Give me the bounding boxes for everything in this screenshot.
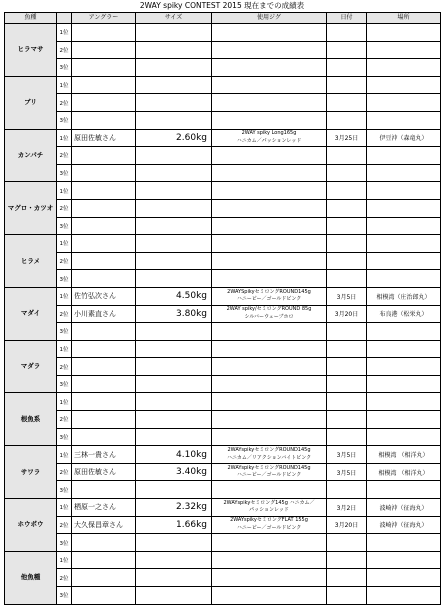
rank-cell: 2位 bbox=[57, 516, 72, 534]
angler-cell bbox=[72, 323, 136, 341]
angler-cell: 原田佐敏さん bbox=[72, 129, 136, 147]
rank-cell: 2位 bbox=[57, 358, 72, 376]
size-cell bbox=[136, 375, 212, 393]
jig-cell bbox=[212, 111, 327, 129]
header-species: 魚種 bbox=[5, 13, 57, 24]
jig-cell bbox=[212, 393, 327, 411]
angler-cell bbox=[72, 235, 136, 253]
results-table bbox=[4, 12, 441, 605]
rank-cell: 1位 bbox=[57, 24, 72, 42]
size-cell bbox=[136, 94, 212, 112]
table-row bbox=[5, 270, 441, 288]
size-cell bbox=[136, 551, 212, 569]
place-cell bbox=[367, 551, 441, 569]
size-cell bbox=[136, 164, 212, 182]
jig-cell bbox=[212, 59, 327, 77]
jig-line: 2WAYspikyセミロングROUND145g bbox=[227, 464, 311, 471]
species-cell: 他魚種 bbox=[5, 551, 57, 604]
rank-cell: 1位 bbox=[57, 182, 72, 200]
size-cell bbox=[136, 76, 212, 94]
angler-cell bbox=[72, 534, 136, 552]
jig-cell bbox=[212, 252, 327, 270]
place-cell bbox=[367, 182, 441, 200]
results-body bbox=[5, 24, 441, 605]
angler-cell: 三林一貴さん bbox=[72, 446, 136, 464]
place-cell bbox=[367, 111, 441, 129]
place-cell bbox=[367, 41, 441, 59]
rank-cell: 3位 bbox=[57, 534, 72, 552]
species-cell: ブリ bbox=[5, 76, 57, 129]
jig-cell bbox=[212, 428, 327, 446]
place-cell bbox=[367, 340, 441, 358]
jig-cell bbox=[212, 569, 327, 587]
rank-cell: 1位 bbox=[57, 551, 72, 569]
angler-cell: 大久保昌章さん bbox=[72, 516, 136, 534]
angler-cell bbox=[72, 111, 136, 129]
rank-cell: 2位 bbox=[57, 252, 72, 270]
place-cell: 相模湾 （相洋丸） bbox=[367, 463, 441, 481]
species-cell: カンパチ bbox=[5, 129, 57, 182]
jig-cell bbox=[212, 235, 327, 253]
size-cell: 4.50kg bbox=[136, 287, 212, 305]
jig-cell bbox=[212, 411, 327, 429]
rank-cell: 1位 bbox=[57, 235, 72, 253]
size-cell bbox=[136, 569, 212, 587]
place-cell bbox=[367, 59, 441, 77]
place-cell bbox=[367, 252, 441, 270]
species-cell: サワラ bbox=[5, 446, 57, 499]
size-cell bbox=[136, 393, 212, 411]
table-row bbox=[5, 199, 441, 217]
angler-cell bbox=[72, 252, 136, 270]
table-row bbox=[5, 129, 441, 147]
jig-cell bbox=[212, 305, 327, 323]
jig-line: ハニカム／リアクションバイトピンク bbox=[226, 454, 312, 461]
jig-cell bbox=[212, 481, 327, 499]
jig-cell bbox=[212, 76, 327, 94]
date-cell: 3月5日 bbox=[327, 287, 367, 305]
rank-cell: 3位 bbox=[57, 428, 72, 446]
jig-cell bbox=[212, 446, 327, 464]
jig-line: 2WAYspikyセミロングFLAT 155g bbox=[230, 517, 308, 524]
jig-cell bbox=[212, 287, 327, 305]
header-jig: 使用ジグ bbox=[212, 13, 327, 24]
jig-cell bbox=[212, 340, 327, 358]
jig-line: ハニカム／パッションレッド bbox=[236, 137, 302, 144]
jig-line: 2WAYSpikyセミロングROUND145g bbox=[227, 288, 311, 295]
table-row bbox=[5, 428, 441, 446]
place-cell: 波崎沖（征海丸） bbox=[367, 516, 441, 534]
size-cell bbox=[136, 358, 212, 376]
table-row bbox=[5, 323, 441, 341]
place-cell bbox=[367, 164, 441, 182]
rank-cell: 3位 bbox=[57, 111, 72, 129]
date-cell bbox=[327, 569, 367, 587]
rank-cell: 2位 bbox=[57, 411, 72, 429]
rank-cell: 3位 bbox=[57, 164, 72, 182]
place-cell bbox=[367, 323, 441, 341]
size-cell bbox=[136, 428, 212, 446]
angler-cell bbox=[72, 270, 136, 288]
table-row bbox=[5, 446, 441, 464]
date-cell bbox=[327, 481, 367, 499]
table-row bbox=[5, 587, 441, 605]
size-cell bbox=[136, 252, 212, 270]
date-cell bbox=[327, 199, 367, 217]
header-row bbox=[5, 13, 441, 24]
rank-cell: 2位 bbox=[57, 41, 72, 59]
place-cell bbox=[367, 587, 441, 605]
place-cell bbox=[367, 24, 441, 42]
date-cell bbox=[327, 24, 367, 42]
place-cell: 相模湾 （相洋丸） bbox=[367, 446, 441, 464]
table-row bbox=[5, 111, 441, 129]
table-row bbox=[5, 516, 441, 534]
date-cell bbox=[327, 270, 367, 288]
table-row bbox=[5, 411, 441, 429]
rank-cell: 2位 bbox=[57, 199, 72, 217]
header-rank bbox=[57, 13, 72, 24]
jig-cell bbox=[212, 463, 327, 481]
date-cell: 3月25日 bbox=[327, 129, 367, 147]
jig-cell bbox=[212, 551, 327, 569]
place-cell: 伊豆沖（森竜丸） bbox=[367, 129, 441, 147]
table-row bbox=[5, 551, 441, 569]
size-cell: 4.10kg bbox=[136, 446, 212, 464]
angler-cell: 小川素直さん bbox=[72, 305, 136, 323]
table-row bbox=[5, 147, 441, 165]
size-cell bbox=[136, 323, 212, 341]
rank-cell: 1位 bbox=[57, 499, 72, 517]
table-row bbox=[5, 305, 441, 323]
angler-cell bbox=[72, 587, 136, 605]
jig-cell bbox=[212, 587, 327, 605]
rank-cell: 2位 bbox=[57, 147, 72, 165]
date-cell bbox=[327, 217, 367, 235]
size-cell bbox=[136, 270, 212, 288]
angler-cell bbox=[72, 147, 136, 165]
jig-cell bbox=[212, 358, 327, 376]
place-cell: 波崎沖（征海丸） bbox=[367, 499, 441, 517]
jig-line: ハニービー／ゴールドピンク bbox=[236, 524, 302, 531]
table-row bbox=[5, 164, 441, 182]
jig-cell bbox=[212, 129, 327, 147]
size-cell: 1.66kg bbox=[136, 516, 212, 534]
place-cell bbox=[367, 199, 441, 217]
table-row bbox=[5, 217, 441, 235]
date-cell bbox=[327, 340, 367, 358]
jig-cell bbox=[212, 41, 327, 59]
angler-cell bbox=[72, 59, 136, 77]
rank-cell: 1位 bbox=[57, 340, 72, 358]
rank-cell: 3位 bbox=[57, 375, 72, 393]
jig-cell bbox=[212, 323, 327, 341]
place-cell: 布良港（松栄丸） bbox=[367, 305, 441, 323]
angler-cell: 佐竹弘次さん bbox=[72, 287, 136, 305]
table-row bbox=[5, 481, 441, 499]
date-cell bbox=[327, 375, 367, 393]
size-cell bbox=[136, 111, 212, 129]
angler-cell bbox=[72, 217, 136, 235]
date-cell bbox=[327, 393, 367, 411]
date-cell bbox=[327, 41, 367, 59]
rank-cell: 2位 bbox=[57, 569, 72, 587]
angler-cell bbox=[72, 76, 136, 94]
jig-cell bbox=[212, 147, 327, 165]
rank-cell: 3位 bbox=[57, 587, 72, 605]
place-cell bbox=[367, 411, 441, 429]
table-row bbox=[5, 287, 441, 305]
place-cell bbox=[367, 428, 441, 446]
size-cell: 2.32kg bbox=[136, 499, 212, 517]
jig-line: パッションレッド bbox=[249, 507, 289, 514]
header-angler: アングラー bbox=[72, 13, 136, 24]
place-cell bbox=[367, 393, 441, 411]
table-row bbox=[5, 252, 441, 270]
date-cell: 3月5日 bbox=[327, 463, 367, 481]
species-cell: ヒラマサ bbox=[5, 24, 57, 77]
angler-cell bbox=[72, 428, 136, 446]
jig-line: ハニービー／ゴールドピンク bbox=[236, 296, 302, 303]
place-cell bbox=[367, 94, 441, 112]
date-cell bbox=[327, 164, 367, 182]
species-cell: マグロ・カツオ bbox=[5, 182, 57, 235]
size-cell bbox=[136, 587, 212, 605]
size-cell bbox=[136, 24, 212, 42]
date-cell bbox=[327, 235, 367, 253]
angler-cell bbox=[72, 411, 136, 429]
angler-cell bbox=[72, 199, 136, 217]
angler-cell bbox=[72, 551, 136, 569]
rank-cell: 1位 bbox=[57, 393, 72, 411]
angler-cell bbox=[72, 340, 136, 358]
table-row bbox=[5, 235, 441, 253]
table-row bbox=[5, 393, 441, 411]
place-cell bbox=[367, 147, 441, 165]
jig-cell bbox=[212, 217, 327, 235]
jig-cell bbox=[212, 24, 327, 42]
rank-cell: 1位 bbox=[57, 446, 72, 464]
place-cell bbox=[367, 375, 441, 393]
size-cell bbox=[136, 147, 212, 165]
size-cell bbox=[136, 217, 212, 235]
angler-cell bbox=[72, 375, 136, 393]
jig-line: 2WAYspikyセミロングROUND145g bbox=[227, 447, 311, 454]
angler-cell bbox=[72, 94, 136, 112]
date-cell: 3月5日 bbox=[327, 446, 367, 464]
rank-cell: 1位 bbox=[57, 76, 72, 94]
place-cell bbox=[367, 358, 441, 376]
date-cell: 3月2日 bbox=[327, 499, 367, 517]
rank-cell: 1位 bbox=[57, 129, 72, 147]
jig-cell bbox=[212, 270, 327, 288]
size-cell bbox=[136, 182, 212, 200]
size-cell bbox=[136, 481, 212, 499]
rank-cell: 3位 bbox=[57, 323, 72, 341]
jig-line: シルバーウェーブホロ bbox=[244, 313, 294, 320]
jig-cell bbox=[212, 182, 327, 200]
sheet-title: 2WAY spiky CONTEST 2015 現在までの成績表 bbox=[139, 1, 305, 10]
table-row bbox=[5, 340, 441, 358]
angler-cell bbox=[72, 164, 136, 182]
header-size: サイズ bbox=[136, 13, 212, 24]
table-row bbox=[5, 94, 441, 112]
jig-cell bbox=[212, 375, 327, 393]
size-cell bbox=[136, 235, 212, 253]
date-cell bbox=[327, 428, 367, 446]
rank-cell: 1位 bbox=[57, 287, 72, 305]
angler-cell bbox=[72, 393, 136, 411]
date-cell bbox=[327, 411, 367, 429]
angler-cell bbox=[72, 41, 136, 59]
date-cell bbox=[327, 59, 367, 77]
header-place: 場所 bbox=[367, 13, 441, 24]
date-cell bbox=[327, 551, 367, 569]
table-row bbox=[5, 534, 441, 552]
size-cell bbox=[136, 411, 212, 429]
date-cell bbox=[327, 323, 367, 341]
species-cell: マダラ bbox=[5, 340, 57, 393]
table-row bbox=[5, 24, 441, 42]
rank-cell: 3位 bbox=[57, 481, 72, 499]
table-row bbox=[5, 59, 441, 77]
jig-cell bbox=[212, 94, 327, 112]
place-cell: 相模湾（庄治郎丸） bbox=[367, 287, 441, 305]
angler-cell: 栖原一之さん bbox=[72, 499, 136, 517]
place-cell bbox=[367, 235, 441, 253]
table-row bbox=[5, 182, 441, 200]
size-cell bbox=[136, 59, 212, 77]
angler-cell bbox=[72, 182, 136, 200]
jig-cell bbox=[212, 534, 327, 552]
table-row bbox=[5, 463, 441, 481]
size-cell bbox=[136, 41, 212, 59]
table-row bbox=[5, 41, 441, 59]
table-row bbox=[5, 499, 441, 517]
angler-cell bbox=[72, 481, 136, 499]
species-cell: ホウボウ bbox=[5, 499, 57, 552]
date-cell bbox=[327, 252, 367, 270]
place-cell bbox=[367, 76, 441, 94]
angler-cell bbox=[72, 358, 136, 376]
table-row bbox=[5, 569, 441, 587]
date-cell bbox=[327, 111, 367, 129]
species-cell: マダイ bbox=[5, 287, 57, 340]
date-cell bbox=[327, 94, 367, 112]
table-row bbox=[5, 358, 441, 376]
species-cell: ヒラメ bbox=[5, 235, 57, 288]
table-row bbox=[5, 76, 441, 94]
place-cell bbox=[367, 217, 441, 235]
size-cell: 2.60kg bbox=[136, 129, 212, 147]
date-cell: 3月20日 bbox=[327, 516, 367, 534]
jig-cell bbox=[212, 516, 327, 534]
size-cell bbox=[136, 340, 212, 358]
size-cell: 3.40kg bbox=[136, 463, 212, 481]
jig-cell bbox=[212, 164, 327, 182]
place-cell bbox=[367, 569, 441, 587]
rank-cell: 3位 bbox=[57, 59, 72, 77]
table-row bbox=[5, 375, 441, 393]
place-cell bbox=[367, 481, 441, 499]
date-cell bbox=[327, 76, 367, 94]
angler-cell: 原田佐敏さん bbox=[72, 463, 136, 481]
jig-line: 2WAY spiky Long165g bbox=[241, 130, 297, 137]
rank-cell: 2位 bbox=[57, 94, 72, 112]
angler-cell bbox=[72, 24, 136, 42]
rank-cell: 2位 bbox=[57, 305, 72, 323]
date-cell bbox=[327, 587, 367, 605]
place-cell bbox=[367, 270, 441, 288]
angler-cell bbox=[72, 569, 136, 587]
date-cell bbox=[327, 358, 367, 376]
rank-cell: 3位 bbox=[57, 270, 72, 288]
rank-cell: 3位 bbox=[57, 217, 72, 235]
place-cell bbox=[367, 534, 441, 552]
jig-line: 2WAYspikyセミロング145g ハニカム／ bbox=[223, 499, 315, 506]
date-cell bbox=[327, 534, 367, 552]
date-cell bbox=[327, 182, 367, 200]
size-cell: 3.80kg bbox=[136, 305, 212, 323]
rank-cell: 2位 bbox=[57, 463, 72, 481]
date-cell bbox=[327, 147, 367, 165]
jig-line: ハニービー／ゴールドピンク bbox=[236, 472, 302, 479]
date-cell: 3月20日 bbox=[327, 305, 367, 323]
size-cell bbox=[136, 534, 212, 552]
jig-cell bbox=[212, 499, 327, 517]
header-date: 日付 bbox=[327, 13, 367, 24]
jig-line: 2WAY spiky/セミロングROUND 85g bbox=[226, 306, 312, 313]
species-cell: 根魚系 bbox=[5, 393, 57, 446]
size-cell bbox=[136, 199, 212, 217]
jig-cell bbox=[212, 199, 327, 217]
